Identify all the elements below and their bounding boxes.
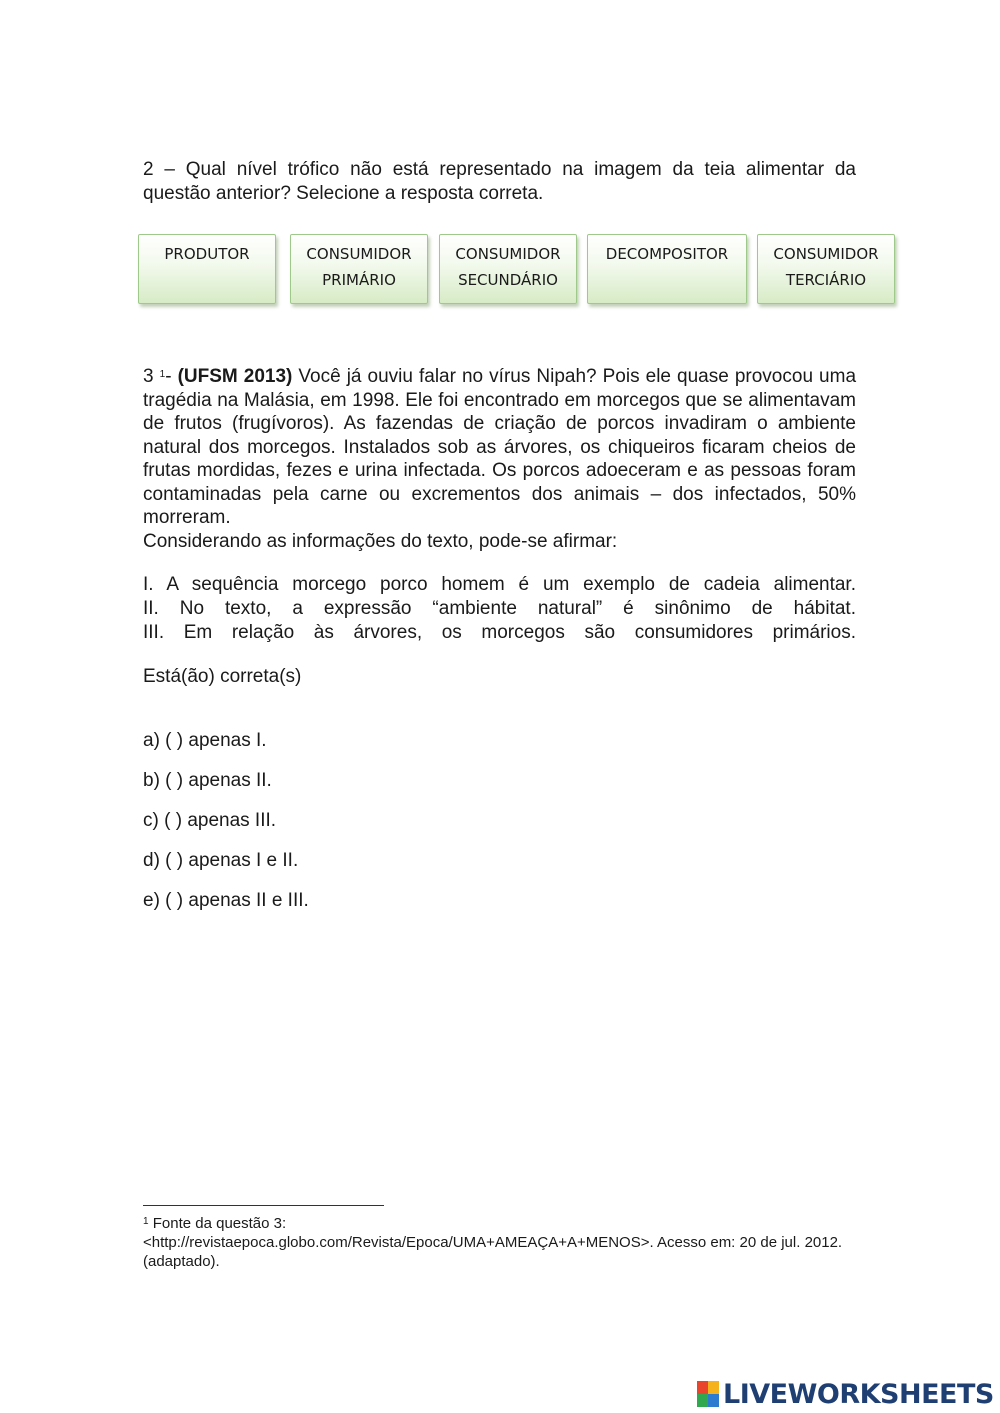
option-label: CONSUMIDOR [306,245,412,263]
footnote [143,1214,856,1271]
answer-option-d[interactable]: d) ( ) apenas I e II. [143,850,299,871]
option-label-line2: SECUNDÁRIO [458,271,558,289]
liveworksheets-logo-icon [697,1381,719,1407]
question-2-text: 2 – Qual nível trófico não está representado na imagem da teia alimentar da questão anterior? Selecione a resposta correta. [143,159,856,204]
liveworksheets-brand[interactable] [697,1377,994,1411]
footnote-line-2: <http://revistaepoca.globo.com/Revista/Epoca/UMA+AMEAÇA+A+MENOS>. Acesso em: 20 de jul. 2012. (adaptado). [143,1234,843,1270]
logo-square [708,1394,719,1407]
option-produtor[interactable] [138,234,276,304]
option-label: PRODUTOR [164,245,250,263]
trophic-level-options [138,234,898,310]
option-consumidor-terciario[interactable] [757,234,895,304]
logo-square [697,1381,708,1394]
answer-option-b[interactable]: b) ( ) apenas II. [143,770,272,791]
option-label-line2: PRIMÁRIO [322,271,396,289]
footnote-title: Fonte da questão 3: [148,1215,287,1232]
statement-item: II. No texto, a expressão “ambiente natural” é sinônimo de hábitat. [143,598,856,619]
statements-list [143,573,856,645]
question-3-prompt: Considerando as informações do texto, pode-se afirmar: [143,530,618,552]
question-number: 3 [143,366,154,387]
question-source: (UFSM 2013) [177,366,293,387]
logo-square [708,1381,719,1394]
question-3-body [143,365,856,530]
answer-option-c[interactable]: c) ( ) apenas III. [143,810,277,831]
footnote-marker: 1 [159,369,166,380]
brand-name: LIVEWORKSHEETS [723,1378,994,1410]
answer-options [143,729,309,929]
logo-square [697,1394,708,1407]
question-3-text [143,365,856,553]
footnote-line-1 [143,1214,856,1233]
question-body: Você já ouviu falar no vírus Nipah? Pois ele quase provocou uma tragédia na Malásia, em 1998. Ele foi encontrado em morcegos que se alimentavam de frutos (frugívoros). As fazendas de criação de porcos invadiram o ambiente natural dos morcegos. Instalados sob as árvores, os chiqueiros ficaram cheios de frutas mordidas, fezes e urina infectada. Os porcos adoeceram e as pessoas foram contaminadas pela carne ou excrementos dos animais – dos infectados, 50% morreram. [143,366,857,528]
footnote-number: 1 [143,1216,149,1227]
statement-item: I. A sequência morcego porco homem é um exemplo de cadeia alimentar. [143,574,856,595]
option-decompositor[interactable] [587,234,747,304]
answer-option-a[interactable]: a) ( ) apenas I. [143,730,267,751]
option-consumidor-primario[interactable] [290,234,428,304]
option-label: DECOMPOSITOR [605,245,729,263]
answer-option-e[interactable]: e) ( ) apenas II e III. [143,890,309,911]
option-label: CONSUMIDOR [773,245,879,263]
option-label: CONSUMIDOR [455,245,561,263]
option-consumidor-secundario[interactable] [439,234,577,304]
statement-item: III. Em relação às árvores, os morcegos são consumidores primários. [143,622,856,643]
correct-prompt: Está(ão) correta(s) [143,666,302,687]
footnote-divider [143,1205,384,1206]
option-label-line2: TERCIÁRIO [785,271,867,289]
question-dash: - [165,366,178,387]
